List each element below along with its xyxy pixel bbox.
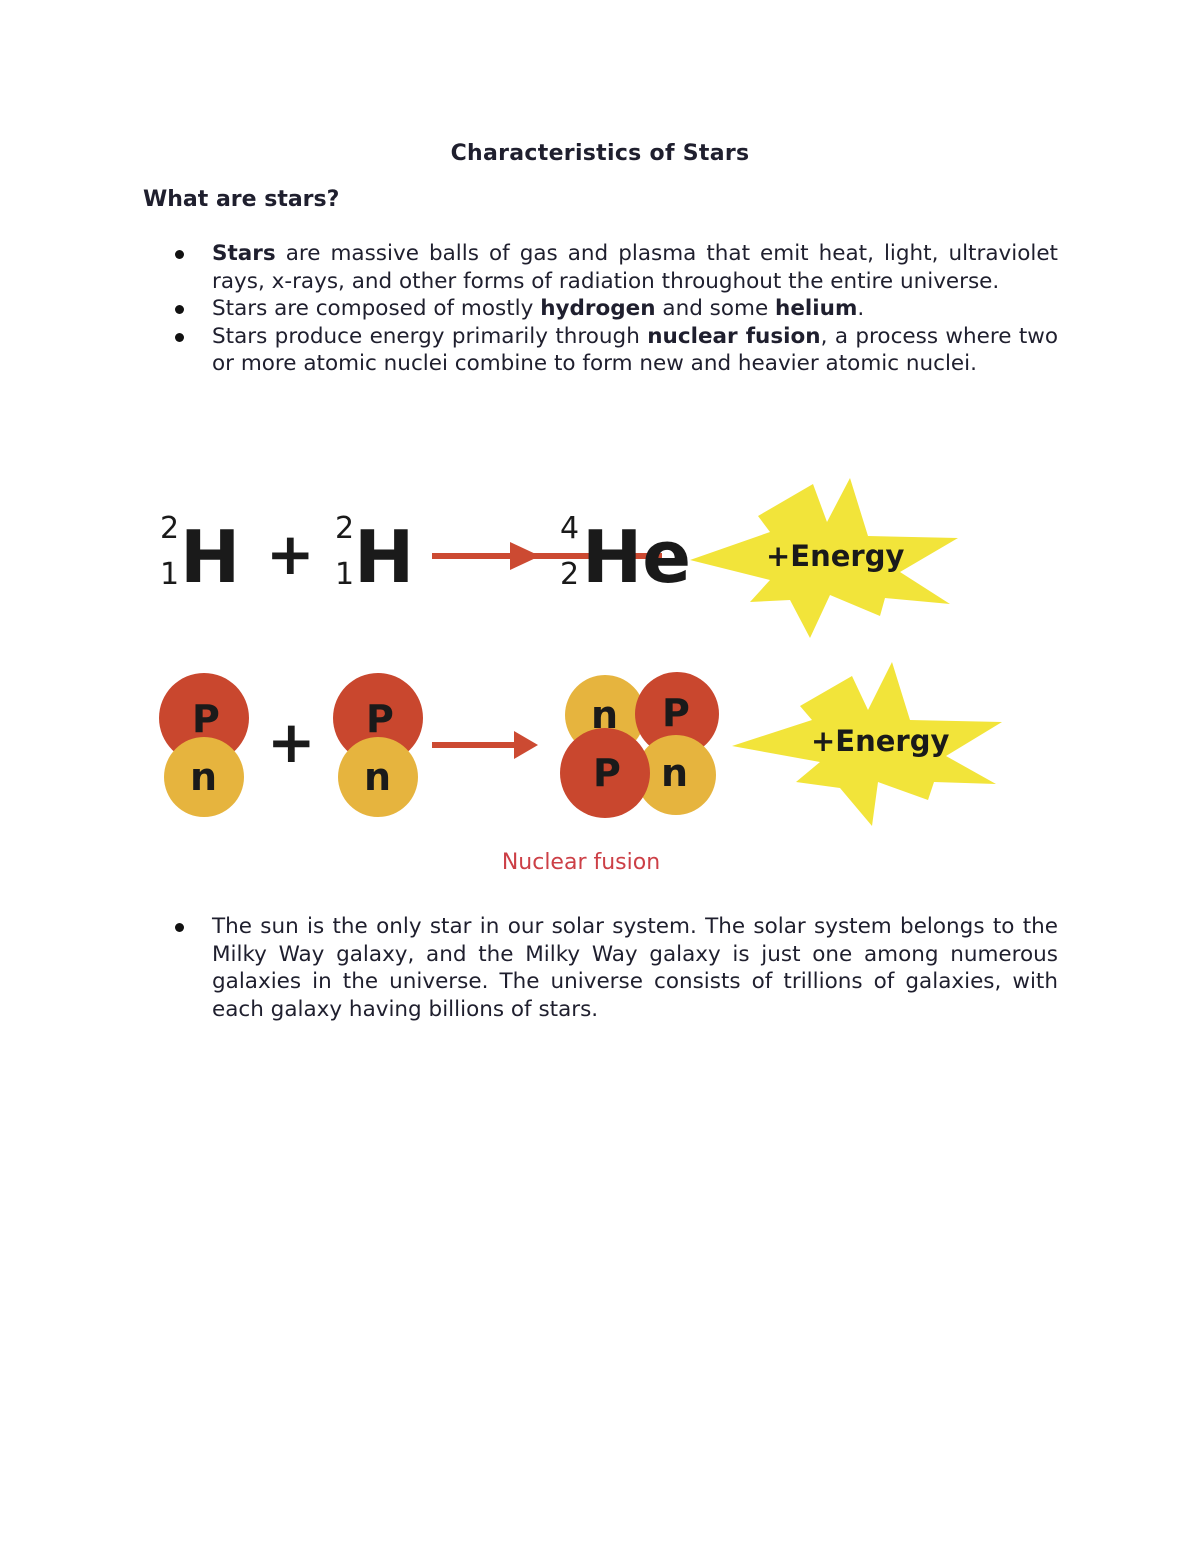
product-atomic-number: 2 (560, 557, 580, 592)
bullet-solar-system (212, 913, 1058, 1023)
proton-label: P (593, 751, 621, 795)
bullet-text: . (857, 296, 865, 321)
neutron-label: n (591, 693, 619, 737)
neutron-label: n (661, 751, 689, 795)
particles-plus: + (267, 708, 316, 776)
helium-nucleus (560, 672, 719, 818)
bullet-text: , a process where two or more atomic nuclei combine to form new and heavier atomic nuclei. (212, 323, 1059, 376)
bullet-stars-energy (212, 323, 1058, 378)
energy-label: +Energy (811, 724, 950, 758)
equation-plus: + (266, 520, 315, 588)
reactant1-symbol: H (180, 515, 241, 599)
diagram-caption: Nuclear fusion (501, 850, 661, 875)
reactant2-symbol: H (354, 515, 415, 599)
bold-term: hydrogen (540, 296, 656, 321)
arrow-icon (432, 731, 538, 759)
proton-label: P (366, 697, 394, 741)
reactant1-mass-number: 2 (160, 511, 180, 546)
nuclear-fusion-diagram (150, 470, 1010, 885)
energy-label: +Energy (766, 539, 905, 573)
bold-term: nuclear fusion (647, 323, 821, 349)
bullet-text: The sun is the only star in our solar system. The solar system belongs to the Milky Way galaxy, and the Milky Way galaxy is just one among numerous galaxies in the universe. The universe consists of trillions of galaxies, with each galaxy having billions of stars. (212, 914, 1058, 1022)
bullet-text: Stars are composed of mostly (212, 296, 541, 321)
bullet-list (212, 240, 1058, 378)
bullet-stars-composition (212, 295, 1058, 323)
bullet-text: and some (655, 296, 776, 321)
reactant2-atomic-number: 1 (335, 557, 355, 592)
proton-label: P (192, 697, 220, 741)
proton-label: P (662, 691, 690, 735)
bold-term: helium (775, 296, 858, 321)
reactant2-mass-number: 2 (335, 511, 355, 546)
neutron-label: n (364, 755, 392, 799)
bullet-list (212, 913, 1058, 1023)
neutron-label: n (190, 755, 218, 799)
reactant1-atomic-number: 1 (160, 557, 180, 592)
deuterium-1 (159, 673, 249, 817)
bullet-text: Stars produce energy primarily through (212, 323, 648, 349)
bullet-stars-definition (212, 240, 1058, 295)
product-mass-number: 4 (560, 511, 580, 546)
bullet-text: are massive balls of gas and plasma that emit heat, light, ultraviolet rays, x-rays, and other forms of radiation throughout the entire universe. (212, 241, 1058, 294)
section-heading: What are stars? (143, 187, 340, 212)
bold-term: Stars (212, 241, 276, 266)
page-title: Characteristics of Stars (450, 141, 750, 166)
product-symbol: He (582, 515, 692, 599)
deuterium-2 (333, 673, 423, 817)
